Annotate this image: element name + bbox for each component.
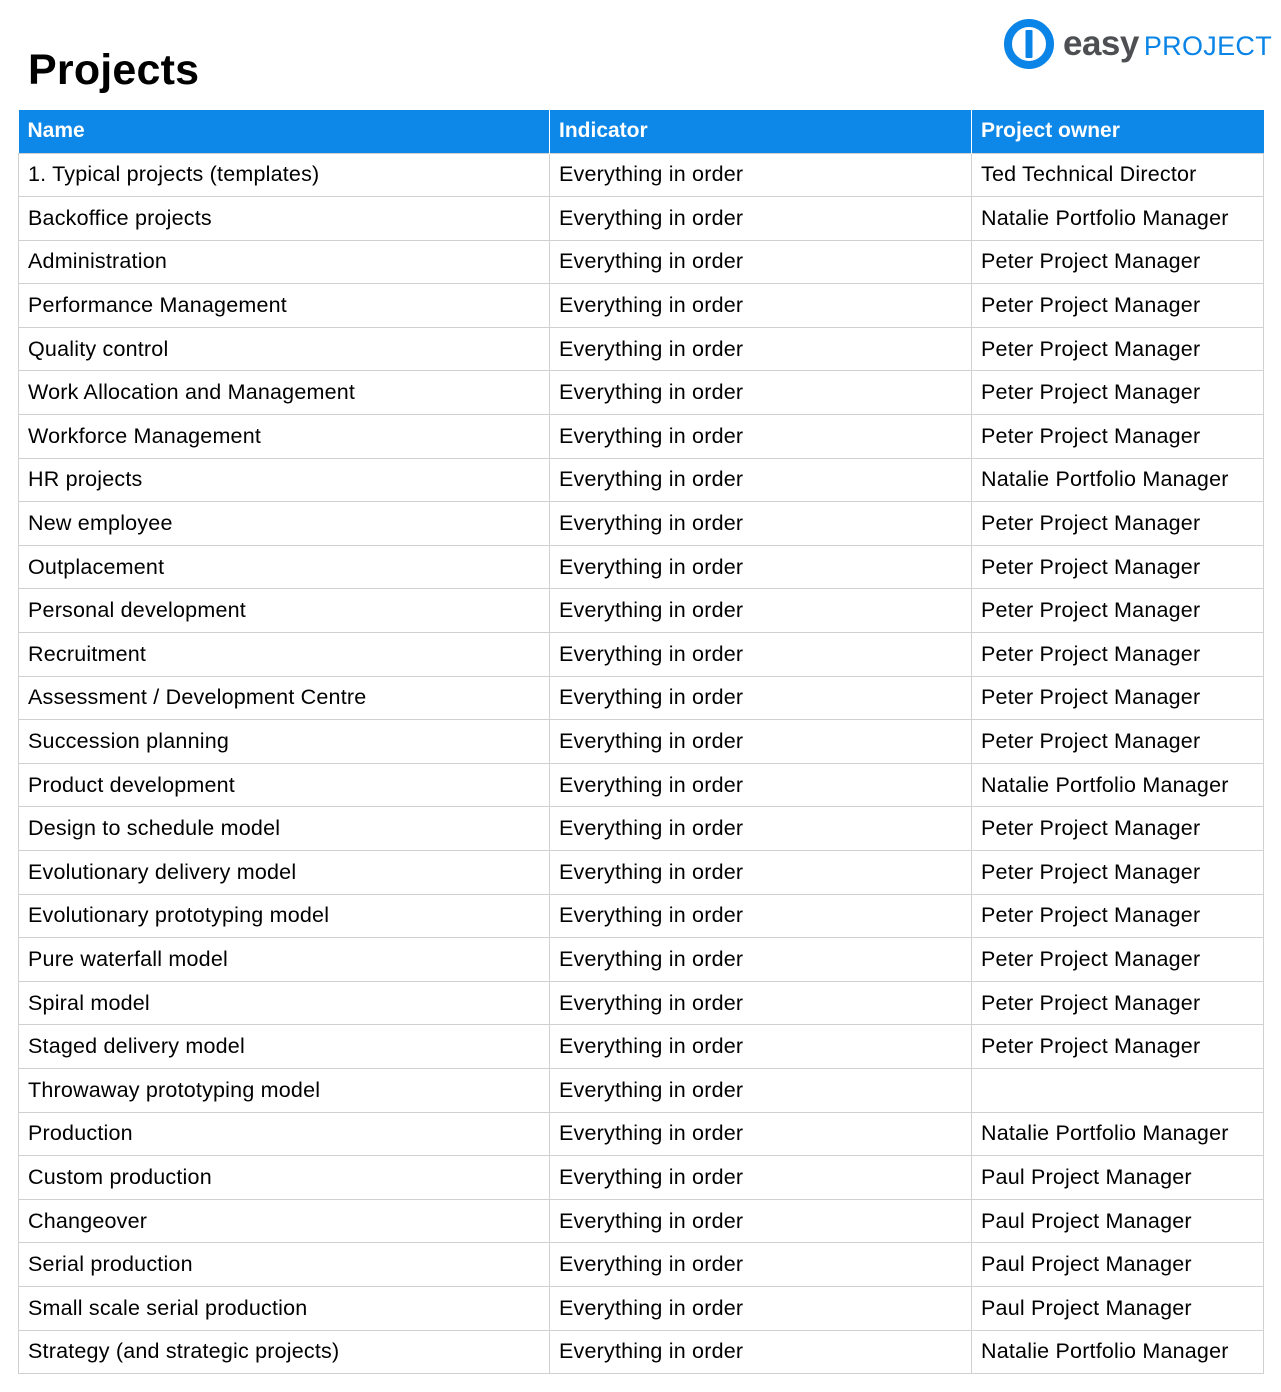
project-owner-cell: Peter Project Manager (972, 589, 1264, 633)
indicator-cell: Everything in order (550, 633, 972, 677)
table-row[interactable] (19, 327, 1264, 371)
project-owner-cell: Peter Project Manager (972, 545, 1264, 589)
logo-wordmark (1063, 24, 1272, 64)
project-owner-cell: Peter Project Manager (972, 240, 1264, 284)
project-owner-cell: Paul Project Manager (972, 1199, 1264, 1243)
table-row[interactable] (19, 981, 1264, 1025)
table-body (19, 153, 1264, 1374)
table-row[interactable] (19, 763, 1264, 807)
table-row[interactable] (19, 1286, 1264, 1330)
project-name-cell: Spiral model (19, 981, 550, 1025)
easy-project-logo-icon (1003, 18, 1055, 70)
indicator-cell: Everything in order (550, 1156, 972, 1200)
project-name-cell: Quality control (19, 327, 550, 371)
table-row[interactable] (19, 720, 1264, 764)
project-owner-cell: Peter Project Manager (972, 807, 1264, 851)
project-name-cell: Evolutionary delivery model (19, 851, 550, 895)
table-row[interactable] (19, 1199, 1264, 1243)
logo-brand-primary: easy (1063, 24, 1139, 63)
project-name-cell: Staged delivery model (19, 1025, 550, 1069)
table-row[interactable] (19, 589, 1264, 633)
indicator-cell: Everything in order (550, 545, 972, 589)
indicator-cell: Everything in order (550, 676, 972, 720)
indicator-cell: Everything in order (550, 284, 972, 328)
table-row[interactable] (19, 284, 1264, 328)
project-owner-cell: Peter Project Manager (972, 633, 1264, 677)
easy-project-logo (1003, 18, 1272, 70)
indicator-cell: Everything in order (550, 981, 972, 1025)
project-owner-cell: Peter Project Manager (972, 327, 1264, 371)
project-name-cell: New employee (19, 502, 550, 546)
project-owner-cell: Peter Project Manager (972, 371, 1264, 415)
indicator-cell: Everything in order (550, 240, 972, 284)
project-owner-cell: Ted Technical Director (972, 153, 1264, 197)
indicator-cell: Everything in order (550, 1330, 972, 1374)
project-name-cell: HR projects (19, 458, 550, 502)
indicator-cell: Everything in order (550, 1286, 972, 1330)
indicator-cell: Everything in order (550, 807, 972, 851)
table-header-row (19, 110, 1264, 153)
project-owner-cell: Peter Project Manager (972, 981, 1264, 1025)
project-owner-cell: Peter Project Manager (972, 720, 1264, 764)
project-owner-cell: Peter Project Manager (972, 415, 1264, 459)
column-header-project-owner[interactable]: Project owner (972, 110, 1264, 153)
indicator-cell: Everything in order (550, 458, 972, 502)
indicator-cell: Everything in order (550, 415, 972, 459)
project-name-cell: Serial production (19, 1243, 550, 1287)
project-owner-cell: Peter Project Manager (972, 502, 1264, 546)
table-row[interactable] (19, 1156, 1264, 1200)
table-row[interactable] (19, 1068, 1264, 1112)
project-name-cell: Production (19, 1112, 550, 1156)
table-row[interactable] (19, 415, 1264, 459)
project-owner-cell: Natalie Portfolio Manager (972, 1330, 1264, 1374)
project-name-cell: Changeover (19, 1199, 550, 1243)
indicator-cell: Everything in order (550, 938, 972, 982)
project-owner-cell: Peter Project Manager (972, 676, 1264, 720)
project-owner-cell: Peter Project Manager (972, 938, 1264, 982)
indicator-cell: Everything in order (550, 763, 972, 807)
project-owner-cell: Peter Project Manager (972, 284, 1264, 328)
indicator-cell: Everything in order (550, 327, 972, 371)
project-name-cell: Performance Management (19, 284, 550, 328)
project-owner-cell: Peter Project Manager (972, 894, 1264, 938)
project-name-cell: Throwaway prototyping model (19, 1068, 550, 1112)
project-name-cell: Product development (19, 763, 550, 807)
indicator-cell: Everything in order (550, 851, 972, 895)
page-title: Projects (28, 46, 200, 94)
indicator-cell: Everything in order (550, 1199, 972, 1243)
project-owner-cell: Peter Project Manager (972, 1025, 1264, 1069)
project-name-cell: Outplacement (19, 545, 550, 589)
table-row[interactable] (19, 371, 1264, 415)
indicator-cell: Everything in order (550, 894, 972, 938)
project-name-cell: Assessment / Development Centre (19, 676, 550, 720)
logo-brand-secondary: PROJECT (1143, 31, 1272, 61)
project-owner-cell: Natalie Portfolio Manager (972, 197, 1264, 241)
indicator-cell: Everything in order (550, 371, 972, 415)
project-name-cell: Strategy (and strategic projects) (19, 1330, 550, 1374)
project-name-cell: Backoffice projects (19, 197, 550, 241)
project-owner-cell (972, 1068, 1264, 1112)
indicator-cell: Everything in order (550, 1243, 972, 1287)
indicator-cell: Everything in order (550, 1112, 972, 1156)
project-name-cell: Administration (19, 240, 550, 284)
project-name-cell: Design to schedule model (19, 807, 550, 851)
table-row[interactable] (19, 1112, 1264, 1156)
project-name-cell: Workforce Management (19, 415, 550, 459)
projects-table (18, 110, 1264, 1374)
column-header-indicator[interactable]: Indicator (550, 110, 972, 153)
table-row[interactable] (19, 851, 1264, 895)
project-owner-cell: Paul Project Manager (972, 1243, 1264, 1287)
table-row[interactable] (19, 676, 1264, 720)
project-owner-cell: Peter Project Manager (972, 851, 1264, 895)
project-owner-cell: Natalie Portfolio Manager (972, 763, 1264, 807)
project-owner-cell: Paul Project Manager (972, 1286, 1264, 1330)
project-name-cell: Work Allocation and Management (19, 371, 550, 415)
project-name-cell: Succession planning (19, 720, 550, 764)
table-row[interactable] (19, 894, 1264, 938)
project-owner-cell: Paul Project Manager (972, 1156, 1264, 1200)
table-row[interactable] (19, 197, 1264, 241)
indicator-cell: Everything in order (550, 720, 972, 764)
table-row[interactable] (19, 458, 1264, 502)
indicator-cell: Everything in order (550, 1068, 972, 1112)
table-row[interactable] (19, 153, 1264, 197)
project-name-cell: Personal development (19, 589, 550, 633)
indicator-cell: Everything in order (550, 502, 972, 546)
table-row[interactable] (19, 240, 1264, 284)
table-row[interactable] (19, 1025, 1264, 1069)
table-row[interactable] (19, 1243, 1264, 1287)
project-owner-cell: Natalie Portfolio Manager (972, 1112, 1264, 1156)
indicator-cell: Everything in order (550, 153, 972, 197)
project-name-cell: Evolutionary prototyping model (19, 894, 550, 938)
indicator-cell: Everything in order (550, 197, 972, 241)
table-row[interactable] (19, 938, 1264, 982)
table-row[interactable] (19, 807, 1264, 851)
project-name-cell: Pure waterfall model (19, 938, 550, 982)
column-header-name[interactable]: Name (19, 110, 550, 153)
table-row[interactable] (19, 633, 1264, 677)
table-row[interactable] (19, 545, 1264, 589)
project-name-cell: Custom production (19, 1156, 550, 1200)
table-row[interactable] (19, 1330, 1264, 1374)
indicator-cell: Everything in order (550, 589, 972, 633)
indicator-cell: Everything in order (550, 1025, 972, 1069)
project-owner-cell: Natalie Portfolio Manager (972, 458, 1264, 502)
project-name-cell: Small scale serial production (19, 1286, 550, 1330)
project-name-cell: 1. Typical projects (templates) (19, 153, 550, 197)
table-row[interactable] (19, 502, 1264, 546)
project-name-cell: Recruitment (19, 633, 550, 677)
